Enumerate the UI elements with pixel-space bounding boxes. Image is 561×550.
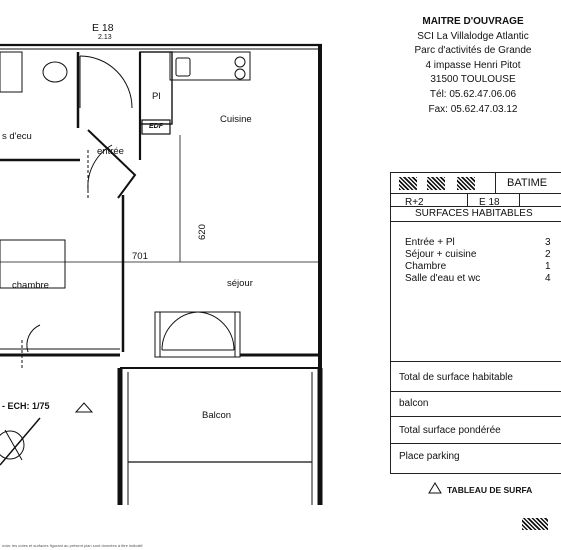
hatch-pattern-1	[399, 177, 417, 190]
room-label-entree: entrée	[97, 146, 124, 157]
room-label-placard: Pl	[152, 91, 161, 102]
edf-label: EDF	[149, 123, 163, 130]
scale-label: - ECH: 1/75	[2, 401, 50, 411]
surface-row-label-2: Séjour + cuisine	[405, 249, 477, 260]
total-ponderee-label: Total surface pondérée	[399, 425, 501, 436]
door-arc-chambre	[27, 325, 40, 352]
owner-line-6: Fax: 05.62.47.03.12	[428, 103, 518, 115]
surface-row-value-3: 1	[545, 261, 551, 272]
dimension-label-height: 620	[197, 224, 208, 240]
unit-label: E 18	[92, 22, 114, 34]
owner-line-3: 4 impasse Henri Pitot	[425, 59, 521, 71]
wash-basin	[43, 62, 67, 82]
door-panel-entree	[88, 130, 135, 198]
warning-triangle-icon	[428, 482, 442, 494]
hatch-pattern-footer	[522, 518, 548, 530]
owner-line-4: 31500 TOULOUSE	[430, 74, 516, 86]
owner-block	[393, 15, 553, 117]
hob-2	[235, 69, 245, 79]
level-cell: R+2	[405, 197, 424, 208]
batiment-label: BATIME	[507, 177, 548, 189]
owner-line-2: Parc d'activités de Grande	[414, 45, 532, 57]
table-footer-title: TABLEAU DE SURFA	[447, 485, 533, 495]
surface-row-value-1: 3	[545, 237, 551, 248]
room-label-salle-deau: s d'ecu	[2, 131, 32, 142]
footer-note: nota: les cotes et surfaces figurant au présent plan sont données à titre indicatif	[2, 543, 143, 548]
kitchen-sink	[176, 58, 190, 76]
dimension-label-width: 701	[132, 251, 148, 262]
wc	[0, 52, 22, 92]
room-label-cuisine: Cuisine	[220, 114, 252, 125]
section-title: SURFACES HABITABLES	[415, 208, 533, 219]
door-arc-sejour-left	[162, 312, 198, 350]
parking-label: Place parking	[399, 451, 460, 462]
door-arc-sejour-right	[198, 312, 234, 350]
surface-row-label-1: Entrée + Pl	[405, 237, 455, 248]
hob-1	[235, 57, 245, 67]
room-label-sejour: séjour	[227, 278, 253, 289]
owner-title: MAITRE D'OUVRAGE	[422, 16, 524, 27]
scale-triangle-icon	[76, 403, 92, 412]
door-arc-entree	[80, 56, 132, 108]
surface-row-label-3: Chambre	[405, 261, 447, 272]
room-label-balcon: Balcon	[202, 410, 232, 421]
room-label-chambre: chambre	[12, 280, 49, 291]
unit-cell: E 18	[479, 197, 500, 208]
owner-line-5: Tél: 05.62.47.06.06	[429, 88, 517, 100]
surface-row-value-4: 4	[545, 273, 551, 284]
total-habitable-label: Total de surface habitable	[399, 372, 513, 383]
placard	[140, 52, 172, 124]
hatch-pattern-3	[457, 177, 475, 190]
hatch-pattern-2	[427, 177, 445, 190]
surface-row-label-4: Salle d'eau et wc	[405, 273, 481, 284]
north-arrow-icon	[0, 431, 24, 459]
surface-table	[390, 172, 561, 474]
balcon-label: balcon	[399, 398, 429, 409]
top-dimension-label: 2.13	[98, 34, 112, 41]
owner-line-1: SCI La Villalodge Atlantic	[417, 30, 529, 42]
surface-row-value-2: 2	[545, 249, 551, 260]
